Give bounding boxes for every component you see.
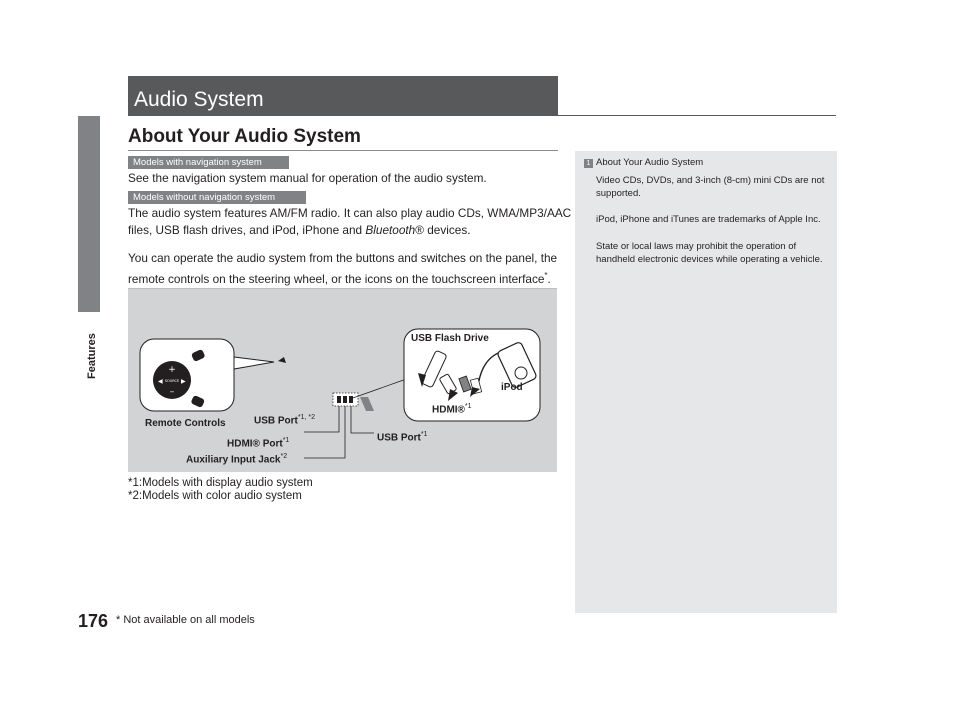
features-paragraph-line1: The audio system features AM/FM radio. It can also play audio CDs, WMA/MP3/AAC <box>128 206 572 220</box>
label-hdmi-port-sup: *1 <box>282 437 290 444</box>
svg-text:◀: ◀ <box>158 378 163 385</box>
steering-wheel-icon <box>278 357 286 363</box>
label-aux-jack-sup: *2 <box>280 453 288 460</box>
section-title: About Your Audio System <box>128 126 361 147</box>
model-tag-navigation: Models with navigation system <box>128 156 289 169</box>
sidebar-paragraph-2: iPod, iPhone and iTunes are trademarks of Apple Inc. <box>596 214 821 225</box>
features-text-end: ® devices. <box>415 223 471 237</box>
bluetooth-text: Bluetooth <box>365 223 416 237</box>
chapter-label-text: Features <box>86 333 98 379</box>
label-usb-port-left <box>254 414 315 426</box>
svg-text:+: + <box>168 365 176 375</box>
label-usb-port-right <box>377 431 428 443</box>
label-aux-jack-text: Auxiliary Input Jack <box>186 454 281 466</box>
usb-port-icon <box>337 396 341 403</box>
operation-text-end: . <box>547 271 551 286</box>
label-ipod: iPod <box>501 382 523 393</box>
label-hdmi <box>432 403 472 415</box>
audio-figure <box>128 289 557 472</box>
features-text: files, USB flash drives, and iPod, iPhone and <box>128 223 366 237</box>
svg-text:–: – <box>169 387 175 397</box>
label-hdmi-port-text: HDMI® Port <box>227 438 283 450</box>
svg-text:▶: ▶ <box>181 378 186 385</box>
sidebar-title <box>584 157 703 168</box>
reference-mark-icon: 1 <box>584 159 593 168</box>
figure-note-2: *2:Models with color audio system <box>128 490 302 502</box>
remote-callout-pointer <box>234 357 274 369</box>
label-aux-jack <box>186 453 287 465</box>
chapter-tab <box>78 116 100 312</box>
label-usb-flash-drive: USB Flash Drive <box>411 333 489 344</box>
asterisk-mark: * <box>544 271 548 280</box>
sidebar-paragraph-3: State or local laws may prohibit the operation of handheld electronic devices while operating a vehicle. <box>596 241 823 265</box>
sidebar-title-text: About Your Audio System <box>596 157 704 168</box>
model-tag-no-navigation: Models without navigation system <box>128 191 306 204</box>
sidebar-paragraph-1: Video CDs, DVDs, and 3-inch (8-cm) mini CDs are not supported. <box>596 175 825 199</box>
page-footnote: * Not available on all models <box>116 614 255 626</box>
nav-paragraph: See the navigation system manual for operation of the audio system. <box>128 171 487 185</box>
page-number: 176 <box>78 611 109 631</box>
operation-paragraph-line1: You can operate the audio system from the buttons and switches on the panel, the <box>128 251 558 265</box>
leader-to-devices <box>350 377 412 399</box>
label-usb-port-left-sup: *1, *2 <box>297 414 316 421</box>
chapter-title: Audio System <box>134 88 264 111</box>
label-usb-port-right-text: USB Port <box>377 432 421 444</box>
label-hdmi-text: HDMI® <box>432 404 465 416</box>
label-remote-controls: Remote Controls <box>145 418 226 429</box>
label-hdmi-port <box>227 437 289 449</box>
audio-diagram <box>128 289 557 472</box>
remote-source-label: SOURCE <box>164 379 180 383</box>
aux-jack-icon <box>349 396 353 403</box>
operation-text: remote controls on the steering wheel, or the icons on the touchscreen interface <box>128 271 545 286</box>
label-usb-port-right-sup: *1 <box>420 431 428 438</box>
title-divider <box>558 115 836 116</box>
label-hdmi-sup: *1 <box>464 403 472 410</box>
figure-note-1: *1:Models with display audio system <box>128 477 313 489</box>
chapter-label <box>82 318 96 398</box>
hdmi-port-icon <box>343 396 347 403</box>
features-paragraph-line2 <box>128 222 471 239</box>
label-usb-port-left-text: USB Port <box>254 415 298 427</box>
console-shelf <box>360 397 374 411</box>
section-divider <box>128 150 558 151</box>
operation-paragraph-line2 <box>128 267 551 288</box>
